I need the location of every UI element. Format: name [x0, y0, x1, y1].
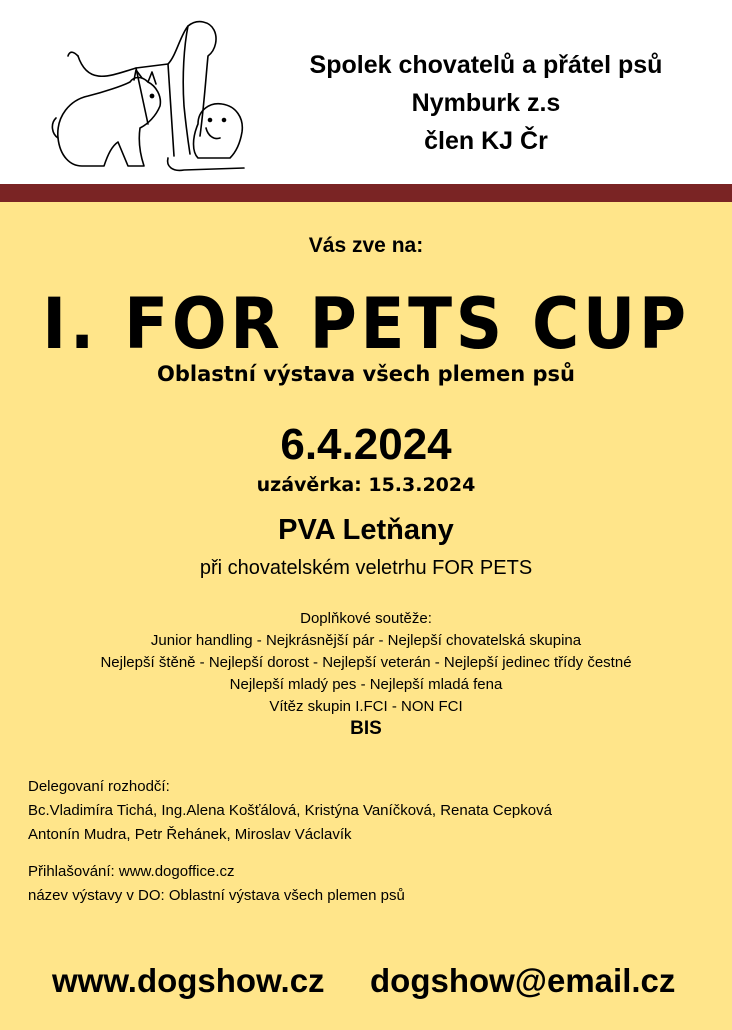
- bis-label: BIS: [350, 718, 382, 739]
- header-divider-band: [0, 184, 732, 202]
- registration-show-name: název výstavy v DO: Oblastní výstava všech plemen psů: [28, 887, 405, 904]
- competitions-heading: Doplňkové soutěže:: [300, 610, 432, 627]
- competitions-block: [0, 608, 732, 718]
- header: [0, 0, 732, 184]
- registration-line[interactable]: Přihlašování: www.dogoffice.cz: [28, 863, 235, 880]
- competitions-line: Nejlepší mladý pes - Nejlepší mladá fena: [229, 676, 503, 693]
- invitation-text: Vás zve na:: [308, 234, 424, 257]
- organization-line-3: člen KJ Čr: [424, 127, 548, 155]
- dogs-logo-icon: [48, 16, 248, 178]
- organization-line-2: Nymburk z.s: [411, 89, 561, 117]
- competitions-line: Nejlepší štěně - Nejlepší dorost - Nejlepší veterán - Nejlepší jedinec třídy čestné: [100, 654, 632, 671]
- email-link[interactable]: dogshow@email.cz: [370, 962, 676, 999]
- website-link[interactable]: www.dogshow.cz: [52, 962, 325, 999]
- registration-block: [28, 860, 405, 908]
- event-date: 6.4.2024: [280, 420, 452, 469]
- organization-name: [270, 46, 702, 160]
- registration-deadline: uzávěrka: 15.3.2024: [256, 474, 476, 496]
- organization-line-1: Spolek chovatelů a přátel psů: [309, 51, 663, 79]
- event-fair: při chovatelském veletrhu FOR PETS: [199, 557, 533, 579]
- competitions-line: Vítěz skupin I.FCI - NON FCI: [269, 698, 463, 715]
- competitions-line: Junior handling - Nejkrásnější pár - Nejlepší chovatelská skupina: [150, 632, 582, 649]
- event-venue: PVA Letňany: [278, 514, 454, 546]
- judges-heading: Delegovaní rozhodčí:: [28, 778, 170, 795]
- judges-block: [28, 775, 552, 847]
- judges-line: Antonín Mudra, Petr Řehánek, Miroslav Václavík: [28, 826, 352, 843]
- event-subtitle: Oblastní výstava všech plemen psů: [157, 362, 575, 386]
- event-title: I. FOR PETS CUP: [42, 283, 690, 365]
- judges-line: Bc.Vladimíra Tichá, Ing.Alena Košťálová, Kristýna Vaníčková, Renata Cepková: [28, 802, 552, 819]
